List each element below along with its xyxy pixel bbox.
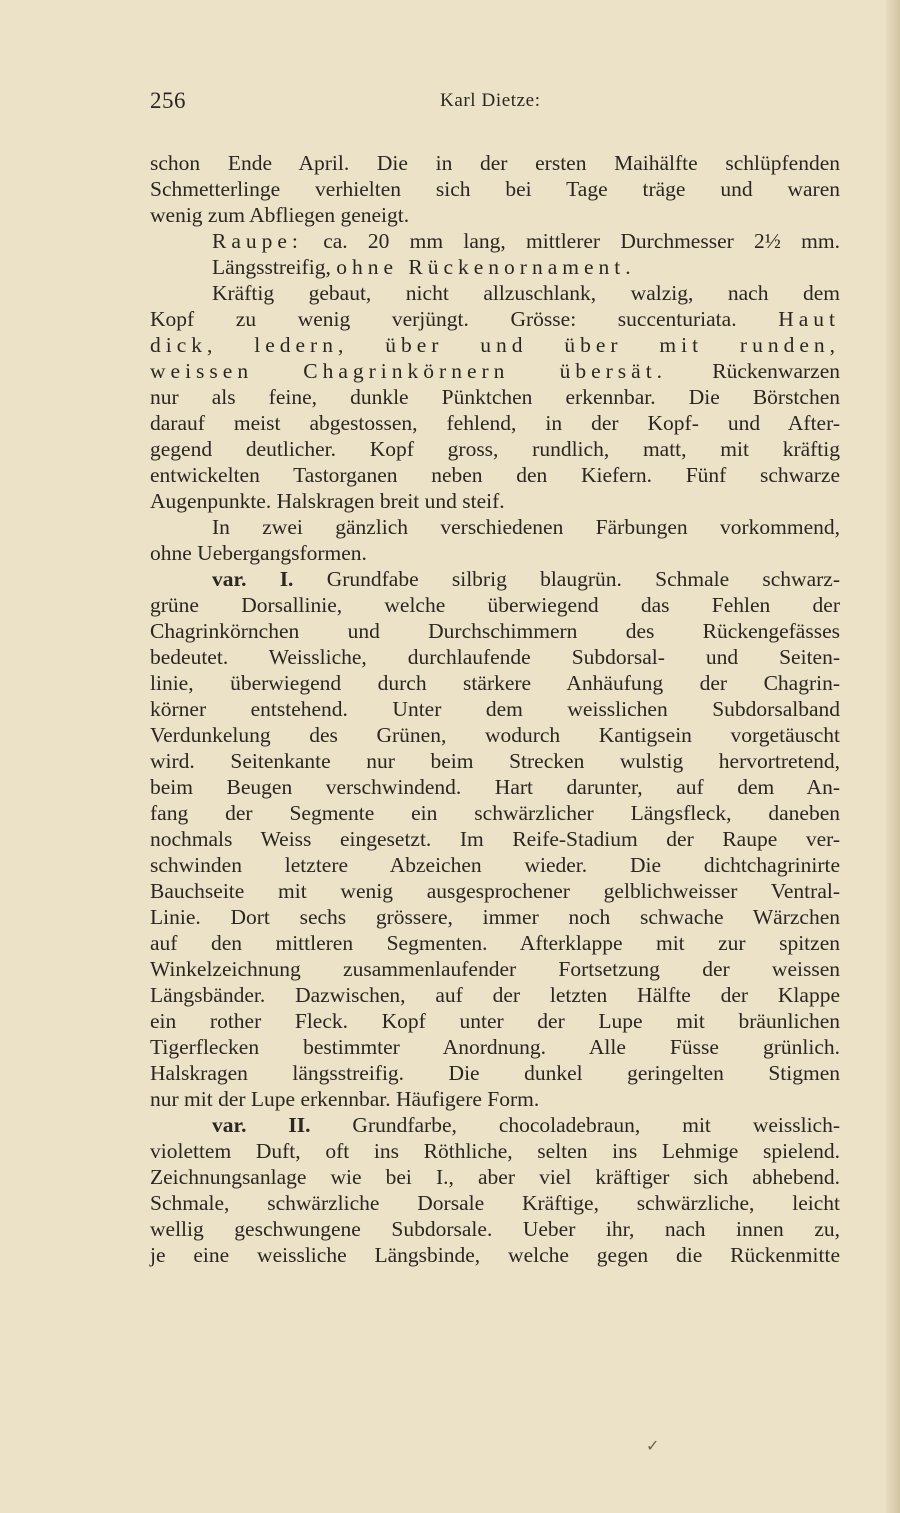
text-line: Kräftig gebaut, nicht allzuschlank, walzig, nach dem — [212, 281, 840, 305]
text-span: Grundfabe silbrig blaugrün. Schmale schwarz- — [326, 567, 840, 591]
text-line: fang der Segmente ein schwärzlicher Längsfleck, daneben — [150, 801, 840, 825]
text-span: Grundfarbe, chocoladebraun, mit weisslich- — [352, 1113, 840, 1137]
page-header — [150, 88, 840, 118]
text-line: linie, überwiegend durch stärkere Anhäufung der Chagrin- — [150, 671, 840, 695]
text-line: dick, ledern, über und über mit runden, — [150, 333, 840, 357]
emphasis-span: Haut — [778, 307, 840, 331]
text-line: ohne Uebergangsformen. — [150, 541, 367, 565]
text-line: nochmals Weiss eingesetzt. Im Reife-Stadium der Raupe ver- — [150, 827, 840, 851]
text-line: Winkelzeichnung zusammenlaufender Fortsetzung der weissen — [150, 957, 840, 981]
term-raupe: Raupe: — [212, 229, 303, 253]
text-line: Linie. Dort sechs grössere, immer noch schwache Wärzchen — [150, 905, 840, 929]
text-line: Tigerflecken bestimmter Anordnung. Alle Füsse grünlich. — [150, 1035, 840, 1059]
text-span: Rückenwarzen — [712, 359, 840, 383]
text-line: entwickelten Tastorganen neben den Kiefern. Fünf schwarze — [150, 463, 840, 487]
text-line: In zwei gänzlich verschiedenen Färbungen vorkommend, — [212, 515, 840, 539]
text-line: Zeichnungsanlage wie bei I., aber viel kräftiger sich abhebend. — [150, 1165, 840, 1189]
text-line: violettem Duft, oft ins Röthliche, selten ins Lehmige spielend. — [150, 1139, 840, 1163]
text-line — [150, 254, 840, 280]
text-line: wellig geschwungene Subdorsale. Ueber ihr, nach innen zu, — [150, 1217, 840, 1241]
text-line: ein rother Fleck. Kopf unter der Lupe mit bräunlichen — [150, 1009, 840, 1033]
variety-label: var. I. — [212, 567, 294, 591]
text-span: Längsstreifig, — [212, 255, 331, 279]
text-line: Verdunkelung des Grünen, wodurch Kantigsein vorgetäuscht — [150, 723, 840, 747]
text-line: Bauchseite mit wenig ausgesprochener gelblichweisser Ventral- — [150, 879, 840, 903]
text-line: Augenpunkte. Halskragen breit und steif. — [150, 489, 505, 513]
emphasis-span: ohne Rückenornament. — [336, 255, 636, 279]
text-line: je eine weissliche Längsbinde, welche gegen die Rückenmitte — [150, 1243, 840, 1267]
text-line: wenig zum Abfliegen geneigt. — [150, 203, 410, 227]
text-line: Längsbänder. Dazwischen, auf der letzten Hälfte der Klappe — [150, 983, 840, 1007]
text-line: körner entstehend. Unter dem weisslichen Subdorsalband — [150, 697, 840, 721]
text-line: nur mit der Lupe erkennbar. Häufigere Form. — [150, 1087, 540, 1111]
text-line — [150, 358, 840, 384]
text-line: auf den mittleren Segmenten. Afterklappe mit zur spitzen — [150, 931, 840, 955]
page-number: 256 — [150, 88, 186, 113]
variety-label: var. II. — [212, 1113, 311, 1137]
text-line — [150, 306, 840, 332]
text-line: gegend deutlicher. Kopf gross, rundlich, matt, mit kräftig — [150, 437, 840, 461]
text-line: bedeutet. Weissliche, durchlaufende Subdorsal- und Seiten- — [150, 645, 840, 669]
text-line: beim Beugen verschwindend. Hart darunter, auf dem An- — [150, 775, 840, 799]
text-line: Schmetterlinge verhielten sich bei Tage träge und waren — [150, 177, 840, 201]
text-line — [150, 1112, 840, 1138]
text-line: schwinden letztere Abzeichen wieder. Die dichtchagrinirte — [150, 853, 840, 877]
text-line: grüne Dorsallinie, welche überwiegend das Fehlen der — [150, 593, 840, 617]
emphasis-span: weissen Chagrinkörnern übersät. — [150, 359, 668, 383]
text-line — [150, 566, 840, 592]
text-line: wird. Seitenkante nur beim Strecken wulstig hervortretend, — [150, 749, 840, 773]
body-text — [150, 150, 840, 1268]
text-span: ca. 20 mm lang, mittlerer Durchmesser 2½ mm. — [323, 229, 841, 253]
text-line — [150, 228, 840, 254]
text-line: Halskragen längsstreifig. Die dunkel geringelten Stigmen — [150, 1061, 840, 1085]
text-line: Chagrinkörnchen und Durchschimmern des Rückengefässes — [150, 619, 840, 643]
text-line: nur als feine, dunkle Pünktchen erkennbar. Die Börstchen — [150, 385, 840, 409]
text-line: Schmale, schwärzliche Dorsale Kräftige, schwärzliche, leicht — [150, 1191, 840, 1215]
text-span: Kopf zu wenig verjüngt. Grösse: succenturiata. — [150, 307, 737, 331]
page-edge-shadow — [886, 0, 900, 1513]
text-line: darauf meist abgestossen, fehlend, in der Kopf- und After- — [150, 411, 840, 435]
pencil-mark: ✓ — [646, 1438, 660, 1455]
running-head: Karl Dietze: — [440, 90, 541, 111]
text-line: schon Ende April. Die in der ersten Maihälfte schlüpfenden — [150, 151, 840, 175]
